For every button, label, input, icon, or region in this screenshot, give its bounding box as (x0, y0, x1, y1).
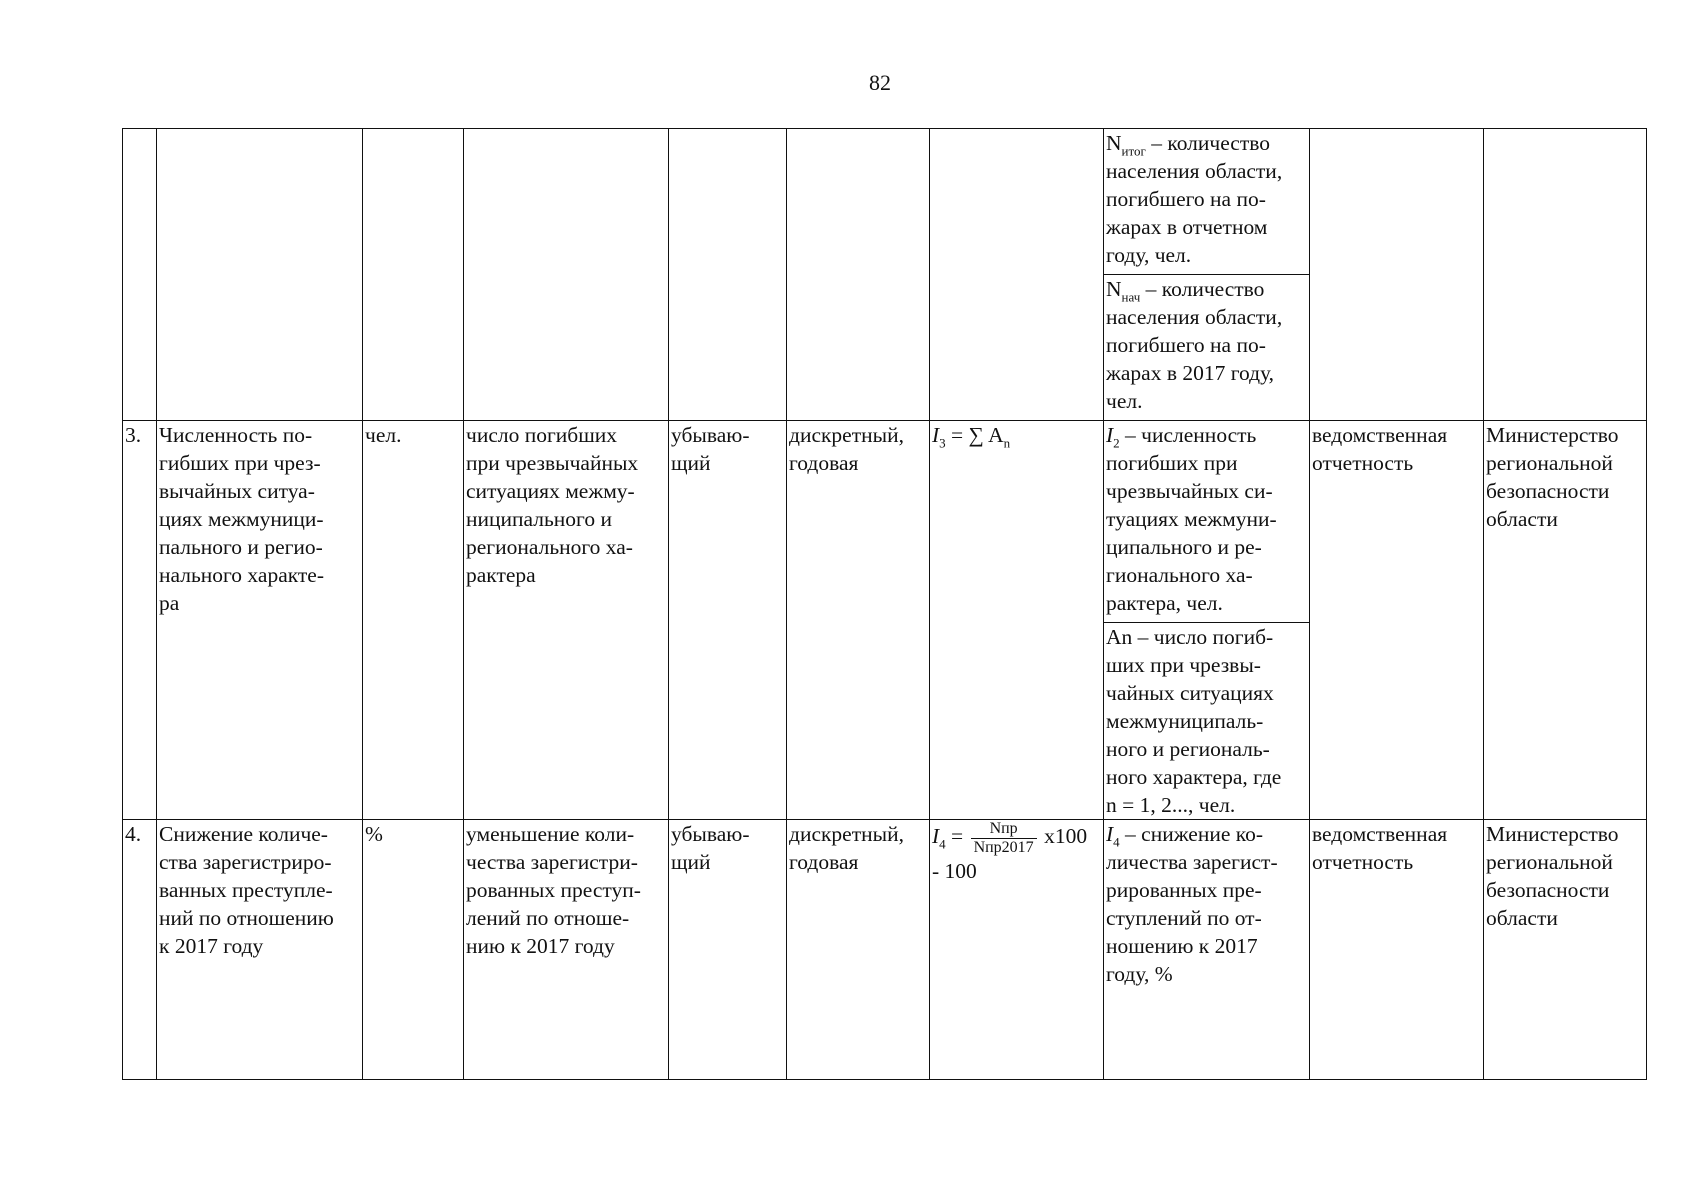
indicator-type: дискретный, годовая (787, 421, 930, 820)
indicator-unit: % (363, 820, 464, 1080)
cell-empty (1310, 129, 1484, 421)
indicator-source: ведомственная отчетность (1310, 820, 1484, 1080)
indicator-dynamics: убываю- щий (669, 820, 787, 1080)
cell-empty (157, 129, 363, 421)
row-number: 3. (123, 421, 157, 820)
indicator-source: ведомственная отчетность (1310, 421, 1484, 820)
cell-empty (123, 129, 157, 421)
variable-cell-an: An – число погиб- ших при чрезвы- чайных ситуациях межмуниципаль- ного и региональ- ного характера, где n = 1, 2..., чел. (1104, 623, 1310, 820)
indicators-table (122, 128, 1647, 1080)
variable-cell-n-nach: $N_{нач}$ – количество населения области, погибшего на по- жарах в 2017 году, чел. (1104, 275, 1310, 421)
indicator-type: дискретный, годовая (787, 820, 930, 1080)
table-row-3 (123, 421, 1647, 623)
cell-empty (464, 129, 669, 421)
indicator-formula: $I_4$ = $\frac{\text{Nпр}}{\text{Nпр2017}}$ x100 - 100 (930, 820, 1104, 1080)
variable-cell-i4: $I_4$ – снижение ко- личества зарегист- рированных пре- ступлений по от- ношению к 2017 году, % (1104, 820, 1310, 1080)
page-number: 82 (869, 70, 891, 95)
indicator-name: Снижение количе- ства зарегистриро- ванных преступле- ний по отношению к 2017 году (157, 820, 363, 1080)
indicator-definition: число погибших при чрезвычайных ситуациях межму- ниципального и регионального ха- рактера (464, 421, 669, 820)
table-row-4 (123, 820, 1647, 1080)
formula-fraction: $\frac{\text{Nпр}}{\text{Nпр2017}}$ (971, 820, 1037, 857)
indicator-responsible: Министерство региональной безопасности области (1484, 820, 1647, 1080)
table-row-continuation-1 (123, 129, 1647, 275)
indicator-dynamics: убываю- щий (669, 421, 787, 820)
indicator-responsible: Министерство региональной безопасности области (1484, 421, 1647, 820)
cell-empty (669, 129, 787, 421)
indicator-formula: $I_3$ = ∑ $A_n$ (930, 421, 1104, 820)
row-number: 4. (123, 820, 157, 1080)
variable-cell-i2: $I_2$ – численность погибших при чрезвычайных си- туациях межмуни- ципального и ре- гионального ха- рактера, чел. (1104, 421, 1310, 623)
indicator-unit: чел. (363, 421, 464, 820)
variable-cell-n-itog: $N_{итог}$ – количество населения области, погибшего на по- жарах в отчетном году, чел. (1104, 129, 1310, 275)
cell-empty (1484, 129, 1647, 421)
cell-empty (930, 129, 1104, 421)
indicator-name: Численность по- гибших при чрез- вычайных ситуа- циях межмуници- пального и регио- нального характе- ра (157, 421, 363, 820)
cell-empty (787, 129, 930, 421)
cell-empty (363, 129, 464, 421)
indicator-definition: уменьшение коли- чества зарегистри- рованных преступ- лений по отноше- нию к 2017 году (464, 820, 669, 1080)
